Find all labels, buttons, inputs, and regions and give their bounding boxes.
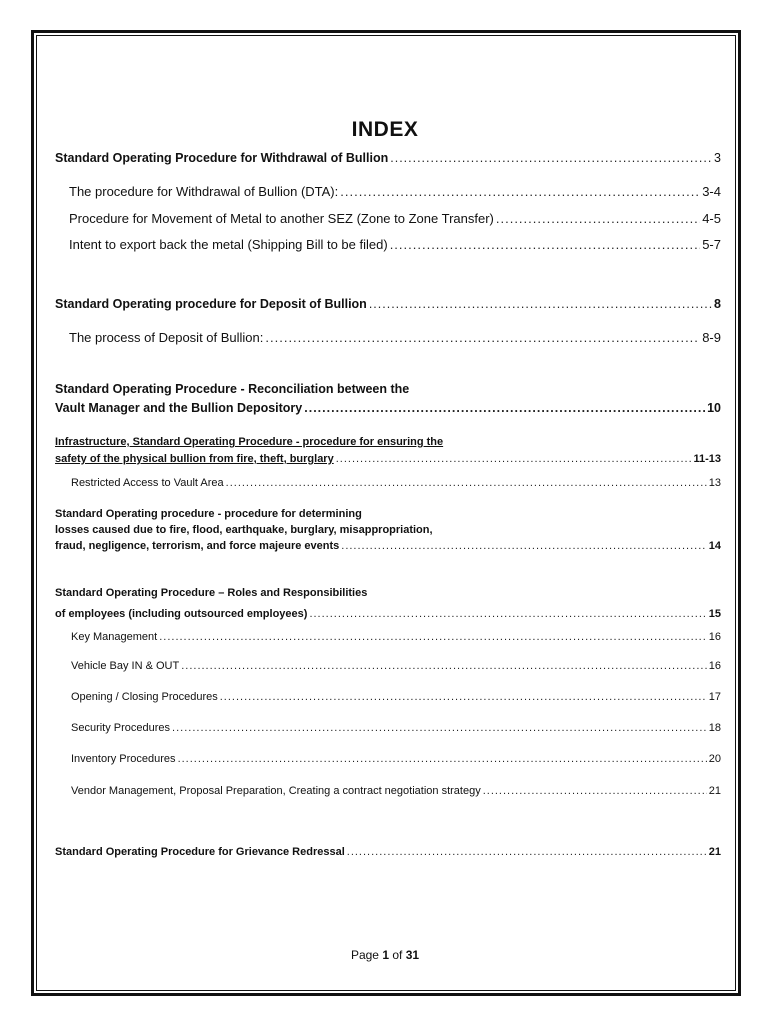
leader-dots <box>265 330 700 345</box>
toc-entry-label: Standard Operating Procedure for Grievance Redressal <box>55 846 345 858</box>
toc-entry-deposit[interactable] <box>55 297 721 311</box>
toc-entry-deposit-process[interactable] <box>69 330 721 345</box>
footer-current-page: 1 <box>382 948 389 962</box>
toc-entry-opening-closing[interactable] <box>71 691 721 703</box>
toc-entry-label: Inventory Procedures <box>71 753 176 765</box>
footer-total-pages: 31 <box>405 948 420 962</box>
toc-entry-vendor-management[interactable] <box>71 785 721 797</box>
toc-page-number: 10 <box>707 401 721 415</box>
toc-entry-security[interactable] <box>71 722 721 734</box>
index-title: INDEX <box>351 118 419 141</box>
toc-entry-label: of employees (including outsourced employees) <box>55 608 308 620</box>
toc-entry-losses-line2: losses caused due to fire, flood, earthquake, burglary, misappropriation, <box>55 524 433 536</box>
leader-dots <box>369 297 712 311</box>
toc-entry-withdrawal-dta[interactable] <box>69 184 721 199</box>
toc-entry-label: Procedure for Movement of Metal to another SEZ (Zone to Zone Transfer) <box>69 211 494 226</box>
toc-entry-label: Vendor Management, Proposal Preparation, Creating a contract negotiation strategy <box>71 785 481 797</box>
toc-entry-label: fraud, negligence, terrorism, and force majeure events <box>55 540 340 552</box>
toc-page-number: 4-5 <box>702 211 721 226</box>
toc-page-number: 14 <box>708 540 721 552</box>
leader-dots <box>347 846 707 858</box>
toc-page-number: 3-4 <box>702 184 721 199</box>
toc-entry-label: The procedure for Withdrawal of Bullion (DTA): <box>69 184 339 199</box>
toc-entry-roles[interactable] <box>55 608 721 620</box>
leader-dots <box>304 401 705 415</box>
leader-dots <box>496 211 700 226</box>
toc-entry-export-back[interactable] <box>69 237 721 252</box>
toc-entry-inventory[interactable] <box>71 753 721 765</box>
footer-prefix: Page <box>350 948 379 962</box>
toc-entry-label: Standard Operating procedure for Deposit of Bullion <box>55 297 367 311</box>
toc-entry-losses-line1: Standard Operating procedure - procedure for determining <box>55 508 362 520</box>
toc-page-number: 17 <box>708 691 721 703</box>
leader-dots <box>341 540 706 552</box>
toc-entry-label: Intent to export back the metal (Shipping Bill to be filed) <box>69 237 388 252</box>
toc-entry-label: Restricted Access to Vault Area <box>71 477 224 489</box>
toc-entry-label: Vault Manager and the Bullion Depository <box>55 401 303 415</box>
toc-page-number: 21 <box>708 785 721 797</box>
toc-page-number: 16 <box>708 631 721 643</box>
toc-entry-withdrawal[interactable] <box>55 151 721 165</box>
toc-page-number: 18 <box>708 722 721 734</box>
toc-entry-restricted-access[interactable] <box>71 477 721 489</box>
toc-page-number: 5-7 <box>702 237 721 252</box>
leader-dots <box>172 722 707 734</box>
leader-dots <box>220 691 707 703</box>
toc-entry-label: safety of the physical bullion from fire, theft, burglary <box>55 453 334 465</box>
leader-dots <box>336 453 692 465</box>
toc-entry-label: Security Procedures <box>71 722 171 734</box>
leader-dots <box>159 631 707 643</box>
leader-dots <box>309 608 706 620</box>
toc-entry-grievance[interactable] <box>55 846 721 858</box>
toc-entry-reconciliation[interactable] <box>55 401 721 415</box>
toc-page-number: 13 <box>708 477 721 489</box>
toc-page-number: 21 <box>708 846 721 858</box>
toc-entry-reconciliation-line1: Standard Operating Procedure - Reconciliation between the <box>55 382 410 396</box>
leader-dots <box>226 477 707 489</box>
leader-dots <box>340 184 700 199</box>
toc-entry-movement-sez[interactable] <box>69 211 721 226</box>
toc-entry-vehicle-bay[interactable] <box>71 660 721 672</box>
footer-of: of <box>392 948 403 962</box>
toc-page-number: 16 <box>708 660 721 672</box>
toc-page-number: 11-13 <box>693 453 721 465</box>
toc-entry-label: Opening / Closing Procedures <box>71 691 218 703</box>
toc-entry-label: The process of Deposit of Bullion: <box>69 330 264 345</box>
leader-dots <box>390 237 701 252</box>
toc-entry-key-management[interactable] <box>71 631 721 643</box>
toc-entry-infrastructure-line1: Infrastructure, Standard Operating Procedure - procedure for ensuring the <box>55 436 444 448</box>
toc-page-number: 20 <box>708 753 721 765</box>
leader-dots <box>178 753 707 765</box>
toc-entry-losses[interactable] <box>55 540 721 552</box>
leader-dots <box>390 151 712 165</box>
toc-page-number: 8 <box>714 297 721 311</box>
toc-page-number: 3 <box>714 151 721 165</box>
toc-entry-label: Vehicle Bay IN & OUT <box>71 660 180 672</box>
leader-dots <box>483 785 707 797</box>
toc-page-number: 15 <box>708 608 721 620</box>
toc-entry-label: Standard Operating Procedure for Withdrawal of Bullion <box>55 151 389 165</box>
toc-entry-label: Key Management <box>71 631 158 643</box>
toc-entry-infrastructure[interactable] <box>55 453 721 465</box>
page-footer <box>0 948 770 962</box>
toc-entry-roles-line1: Standard Operating Procedure – Roles and Responsibilities <box>55 587 368 599</box>
toc-page-number: 8-9 <box>702 330 721 345</box>
leader-dots <box>181 660 707 672</box>
